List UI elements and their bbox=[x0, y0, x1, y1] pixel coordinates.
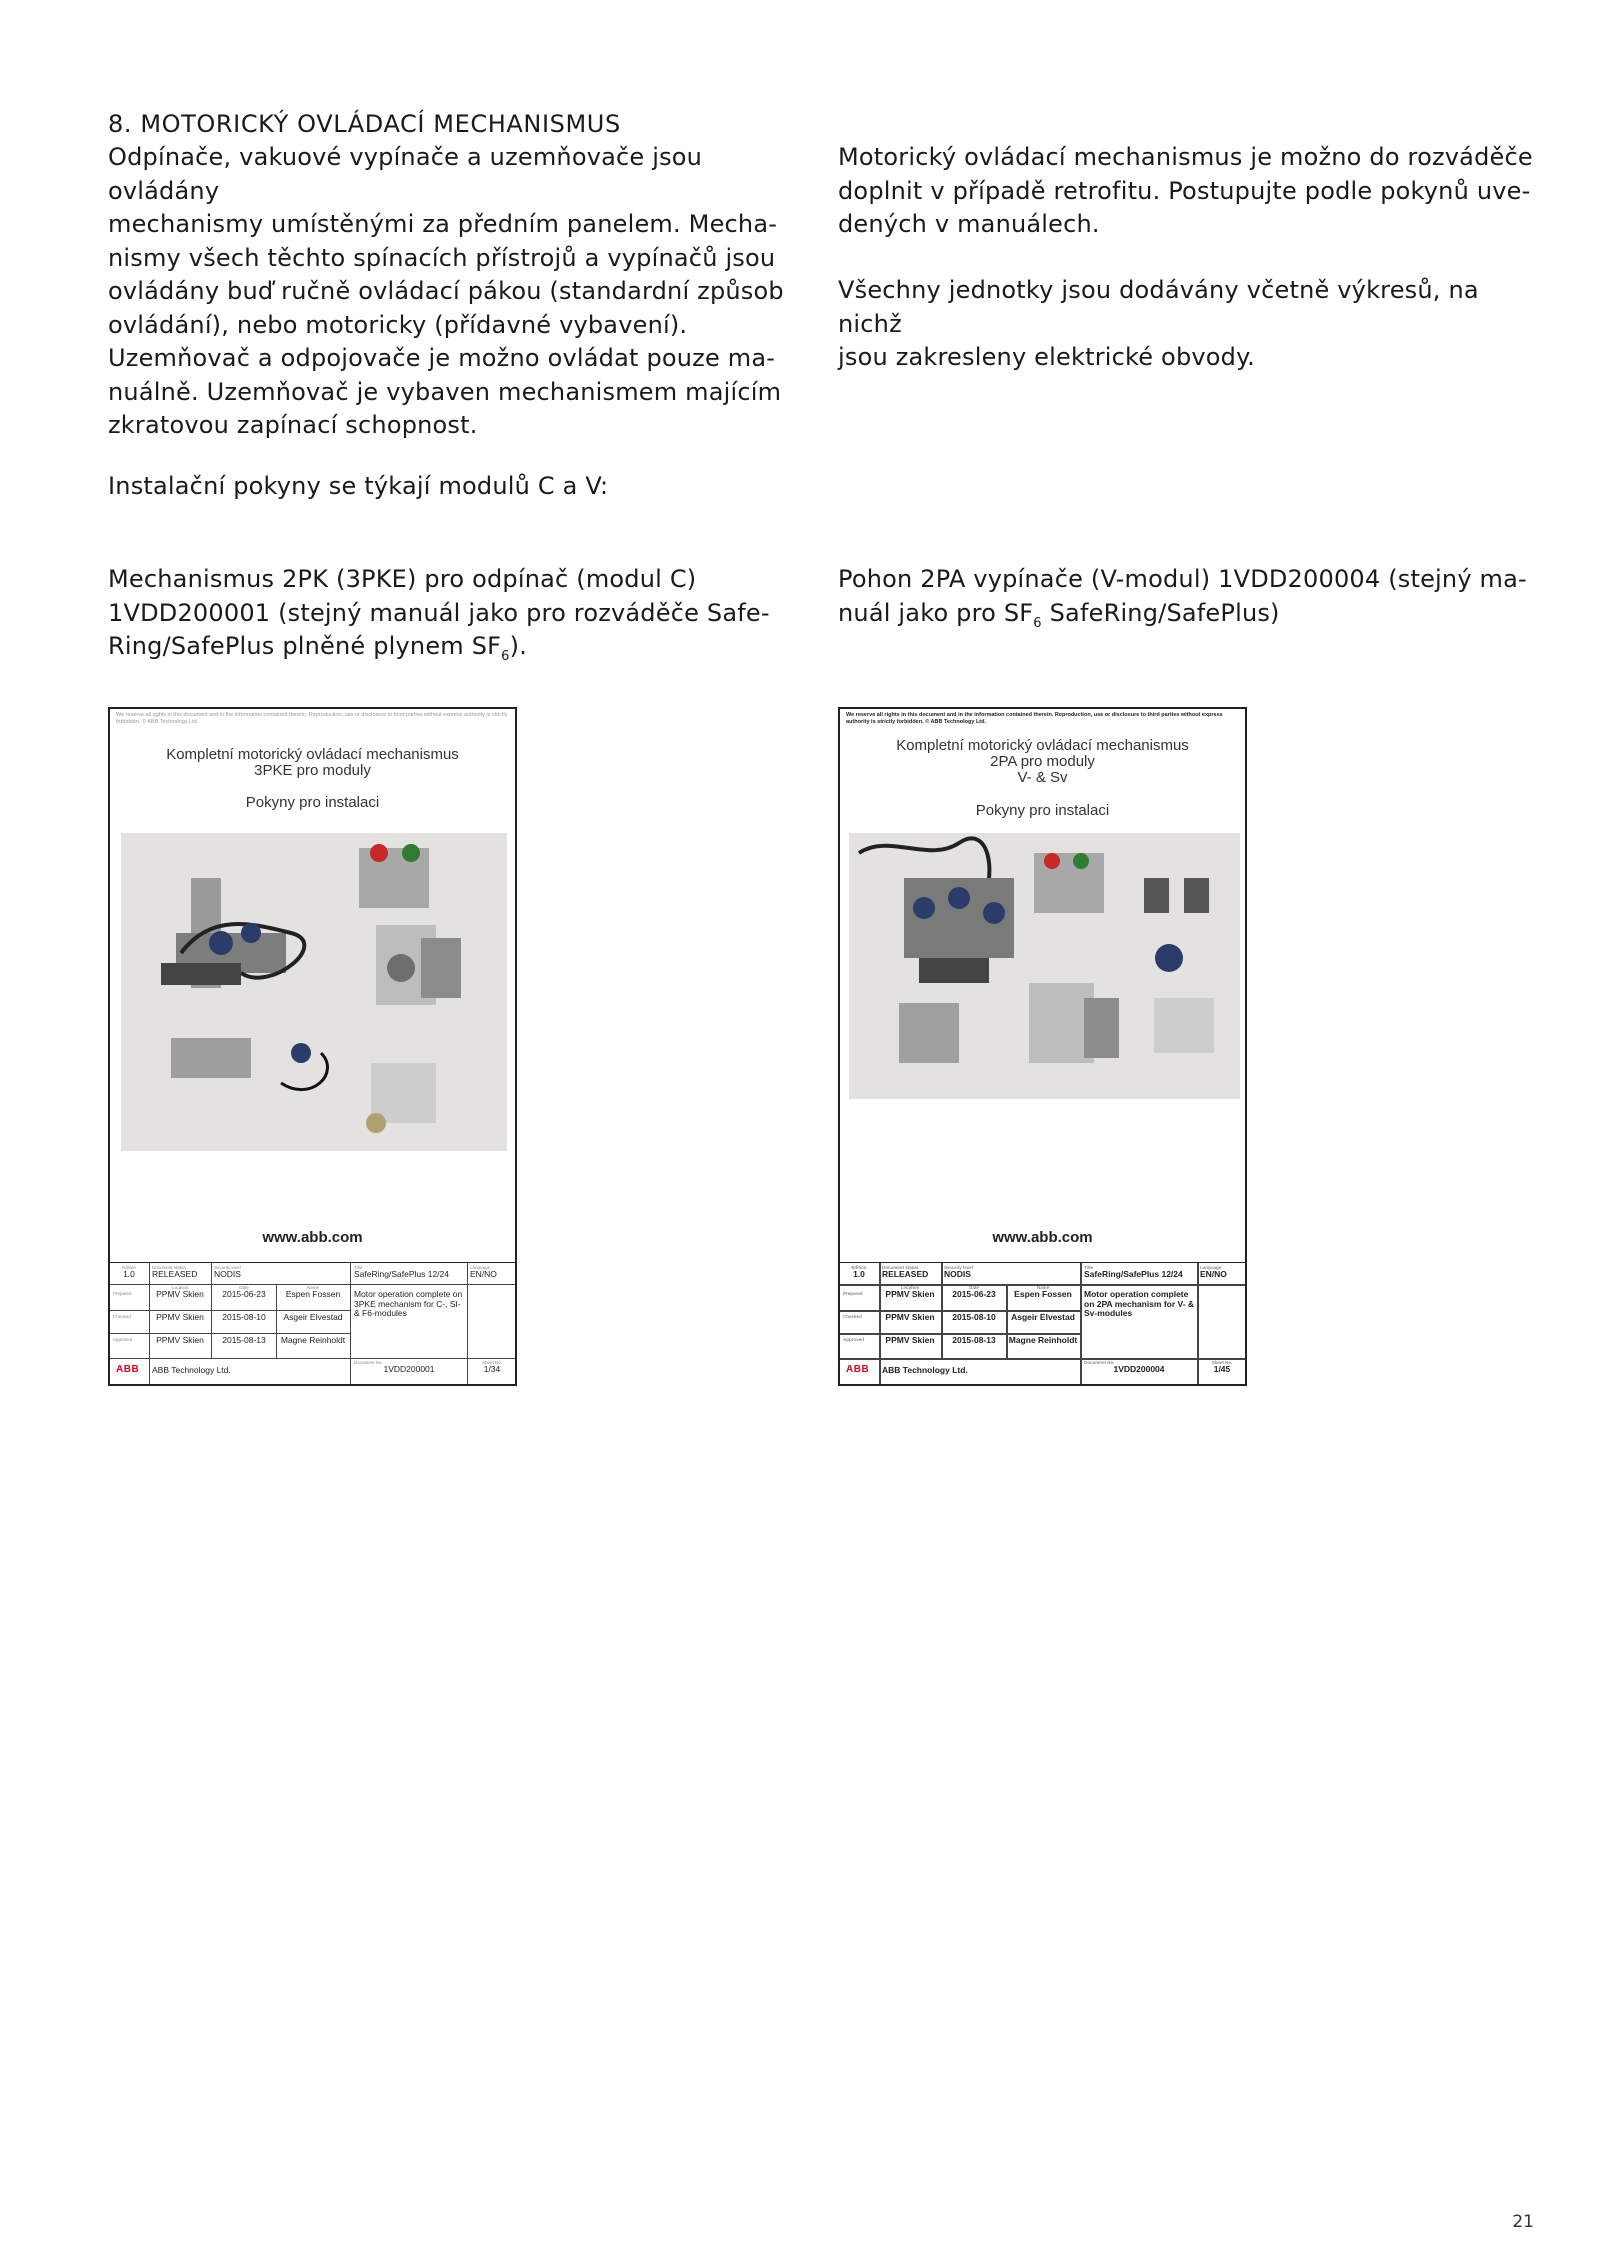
grid-line bbox=[1197, 1263, 1199, 1384]
grid-line bbox=[1080, 1263, 1082, 1384]
grid-line bbox=[350, 1263, 351, 1384]
label: Edition bbox=[851, 1265, 867, 1270]
text-line: Mechanismus 2PK (3PKE) pro odpínač (modul C) bbox=[108, 565, 697, 593]
document-cover-2pa bbox=[838, 707, 1247, 1386]
row-date: 2015-08-10 bbox=[222, 1313, 266, 1322]
text-line: dených v manuálech. bbox=[838, 210, 1100, 238]
grid-line bbox=[276, 1284, 277, 1359]
grid-line bbox=[1006, 1284, 1008, 1359]
company: ABB Technology Ltd. bbox=[882, 1366, 968, 1375]
label: Security level bbox=[214, 1265, 241, 1270]
value: NODIS bbox=[214, 1269, 241, 1279]
row-name: Magne Reinholdt bbox=[1008, 1336, 1078, 1345]
grid-line bbox=[840, 1310, 1080, 1312]
name-label: Name bbox=[306, 1285, 319, 1290]
row-date: 2015-08-13 bbox=[952, 1336, 996, 1345]
text-line: Motorický ovládací mechanismus je možno do rozváděče bbox=[838, 143, 1533, 171]
sheet-cell: Sheet No. 1/45 bbox=[1211, 1360, 1233, 1374]
label: Language bbox=[1200, 1265, 1222, 1270]
edition-cell bbox=[113, 1265, 145, 1280]
grid-line bbox=[149, 1263, 150, 1384]
label: Language bbox=[470, 1265, 491, 1270]
sheet-number: 1/34 bbox=[483, 1364, 501, 1374]
label: Document status bbox=[152, 1265, 186, 1270]
value: SafeRing/SafePlus 12/24 bbox=[354, 1269, 449, 1279]
label: Edition bbox=[122, 1265, 136, 1270]
company: ABB Technology Ltd. bbox=[152, 1366, 231, 1375]
abb-logo: ABB bbox=[116, 1364, 140, 1375]
mechanism-photo bbox=[849, 833, 1240, 1099]
text-part: Ring/SafePlus plněné plynem SF bbox=[108, 632, 502, 660]
abb-logo: ABB bbox=[846, 1364, 870, 1375]
legal-notice: We reserve all rights in this document and in the information contained therein. Reproduction, use or disclosure to third parties without express authority is strictly forbidden. © ABB Technology Ltd. bbox=[116, 712, 508, 725]
cover-title-line: V- & Sv bbox=[1017, 769, 1068, 786]
language-cell bbox=[1200, 1265, 1244, 1280]
row-name: Asgeir Elvestad bbox=[283, 1313, 343, 1322]
product-cell bbox=[354, 1265, 464, 1280]
value: NODIS bbox=[944, 1269, 971, 1279]
cover-title-line: 2PA pro moduly bbox=[990, 753, 1095, 770]
value: 1.0 bbox=[123, 1269, 135, 1279]
grid-line bbox=[110, 1333, 350, 1334]
legal-notice: We reserve all rights in this document and in the information contained therein. Reproduction, use or disclosure to third parties without express authority is strictly forbidden. © ABB Technology Ltd. bbox=[846, 712, 1223, 725]
text-line: Uzemňovač a odpojovače je možno ovládat pouze ma- bbox=[108, 344, 776, 372]
text-line: jsou zakresleny elektrické obvody. bbox=[838, 343, 1255, 371]
grid-line bbox=[110, 1310, 350, 1311]
grid-line bbox=[941, 1263, 943, 1359]
grid-line bbox=[467, 1263, 468, 1384]
grid-line bbox=[110, 1284, 515, 1285]
left-paragraph-2 bbox=[108, 342, 808, 443]
value: EN/NO bbox=[1200, 1269, 1227, 1279]
doc-number-cell: Document No. 1VDD200001 bbox=[354, 1360, 435, 1374]
text-line: ovládány buď ručně ovládací pákou (standardní způsob bbox=[108, 277, 784, 305]
row-location: PPMV Skien bbox=[885, 1313, 935, 1322]
label: Security level bbox=[944, 1265, 974, 1270]
text-line: ovládání), nebo motoricky (přídavné vybavení). bbox=[108, 310, 688, 339]
left-doc-description bbox=[108, 563, 808, 664]
cover-subtitle: Pokyny pro instalaci bbox=[975, 802, 1110, 819]
prepared-label: Prepared bbox=[843, 1291, 863, 1296]
text-part: nuál jako pro SF bbox=[838, 598, 1034, 627]
checked-label: Checked bbox=[843, 1314, 862, 1319]
website: www.abb.com bbox=[992, 1229, 1093, 1246]
row-date: 2015-06-23 bbox=[952, 1290, 996, 1299]
approved-label: Approved bbox=[843, 1337, 865, 1342]
page-number: 21 bbox=[1512, 2212, 1534, 2232]
text-line: 1VDD200001 (stejný manuál jako pro rozváděče Safe- bbox=[108, 598, 770, 627]
website: www.abb.com bbox=[262, 1229, 363, 1246]
cover-title-line: 3PKE pro moduly bbox=[254, 762, 371, 779]
grid-line bbox=[879, 1263, 881, 1384]
language-cell bbox=[470, 1265, 514, 1280]
value: SafeRing/SafePlus 12/24 bbox=[1084, 1269, 1183, 1279]
name-label: Name bbox=[1036, 1285, 1050, 1290]
date-label: Date bbox=[969, 1285, 979, 1290]
status-cell bbox=[152, 1265, 208, 1280]
text-line: Pohon 2PA vypínače (V-modul) 1VDD200004 (stejný ma- bbox=[838, 565, 1527, 593]
doc-description: Motor operation complete on 2PA mechanism for V- & Sv-modules bbox=[1084, 1290, 1195, 1318]
grid-line bbox=[840, 1333, 1080, 1335]
cover-title-line: Kompletní motorický ovládací mechanismus bbox=[896, 737, 1189, 754]
right-doc-description bbox=[838, 563, 1548, 630]
text-part: SafeRing/SafePlus) bbox=[1041, 598, 1280, 627]
row-name: Magne Reinholdt bbox=[280, 1336, 346, 1345]
grid-line bbox=[110, 1358, 515, 1359]
cover-subtitle: Pokyny pro instalaci bbox=[245, 794, 380, 811]
row-date: 2015-06-23 bbox=[222, 1290, 266, 1299]
label: Document status bbox=[882, 1265, 919, 1270]
value: 1.0 bbox=[853, 1269, 865, 1279]
text-line: Odpínače, vakuové vypínače a uzemňovače jsou ovládány bbox=[108, 143, 703, 205]
right-paragraph-1 bbox=[838, 141, 1548, 242]
mechanism-photo bbox=[121, 833, 507, 1151]
security-cell bbox=[214, 1265, 274, 1280]
cover-title bbox=[840, 738, 1245, 786]
right-paragraph-2 bbox=[838, 274, 1548, 375]
cover-title-line: Kompletní motorický ovládací mechanismus bbox=[166, 746, 459, 763]
location-label: Location bbox=[171, 1285, 189, 1290]
text-line: doplnit v případě retrofitu. Postupujte podle pokynů uve- bbox=[838, 176, 1531, 205]
left-paragraph-1 bbox=[108, 141, 808, 342]
text-line: zkratovou zapínací schopnost. bbox=[108, 411, 478, 439]
text-line: Všechny jednotky jsou dodávány včetně výkresů, na nichž bbox=[838, 276, 1479, 338]
mechanism-photo-illustration bbox=[849, 833, 1240, 1099]
label: Title bbox=[1084, 1265, 1094, 1270]
row-location: PPMV Skien bbox=[156, 1336, 204, 1345]
grid-line bbox=[840, 1358, 1245, 1360]
security-cell bbox=[944, 1265, 1004, 1280]
edition-cell bbox=[843, 1265, 875, 1280]
sheet-cell: Sheet No. 1/34 bbox=[481, 1360, 502, 1374]
row-name: Espen Fossen bbox=[1014, 1290, 1072, 1299]
left-paragraph-3: Instalační pokyny se týkají modulů C a V: bbox=[108, 472, 609, 500]
location-label: Location bbox=[900, 1285, 920, 1290]
value: EN/NO bbox=[470, 1269, 497, 1279]
grid-line bbox=[211, 1263, 212, 1359]
status-cell bbox=[882, 1265, 938, 1280]
prepared-label: Prepared bbox=[113, 1291, 132, 1296]
subscript: 6 bbox=[501, 649, 510, 664]
section-heading: 8. MOTORICKÝ OVLÁDACÍ MECHANISMUS bbox=[108, 110, 621, 138]
row-location: PPMV Skien bbox=[156, 1290, 204, 1299]
document-cover-3pke bbox=[108, 707, 517, 1386]
checked-label: Checked bbox=[113, 1314, 131, 1319]
row-date: 2015-08-13 bbox=[222, 1336, 266, 1345]
text-part: ). bbox=[509, 632, 528, 660]
date-label: Date bbox=[239, 1285, 249, 1290]
value: RELEASED bbox=[882, 1269, 929, 1279]
product-cell bbox=[1084, 1265, 1194, 1280]
label: Title bbox=[354, 1265, 363, 1270]
text-line: mechanismy umístěnými za předním panelem. Mecha- bbox=[108, 210, 778, 238]
text-line: nismy všech těchto spínacích přístrojů a vypínačů jsou bbox=[108, 243, 776, 272]
row-location: PPMV Skien bbox=[885, 1290, 935, 1299]
row-location: PPMV Skien bbox=[885, 1336, 935, 1345]
title-block bbox=[110, 1262, 515, 1384]
approved-label: Approved bbox=[113, 1337, 133, 1342]
doc-description: Motor operation complete on 3PKE mechanism for C-, Sl- & F6-modules bbox=[354, 1290, 463, 1318]
row-name: Espen Fossen bbox=[285, 1290, 341, 1299]
row-date: 2015-08-10 bbox=[952, 1313, 996, 1322]
text-line bbox=[838, 597, 1548, 631]
text-line bbox=[108, 630, 808, 664]
value: RELEASED bbox=[152, 1269, 198, 1279]
row-location: PPMV Skien bbox=[156, 1313, 204, 1322]
text-line: nuálně. Uzemňovač je vybaven mechanismem majícím bbox=[108, 377, 782, 406]
doc-number: 1VDD200004 bbox=[1113, 1364, 1165, 1374]
title-block bbox=[840, 1262, 1245, 1384]
doc-number-cell: Document No. 1VDD200004 bbox=[1084, 1360, 1165, 1374]
mechanism-photo-illustration bbox=[121, 833, 507, 1151]
grid-line bbox=[840, 1284, 1245, 1286]
doc-number: 1VDD200001 bbox=[383, 1364, 435, 1374]
sheet-number: 1/45 bbox=[1213, 1364, 1231, 1374]
subscript: 6 bbox=[1033, 615, 1042, 631]
cover-title bbox=[110, 747, 515, 779]
row-name: Asgeir Elvestad bbox=[1011, 1313, 1075, 1322]
